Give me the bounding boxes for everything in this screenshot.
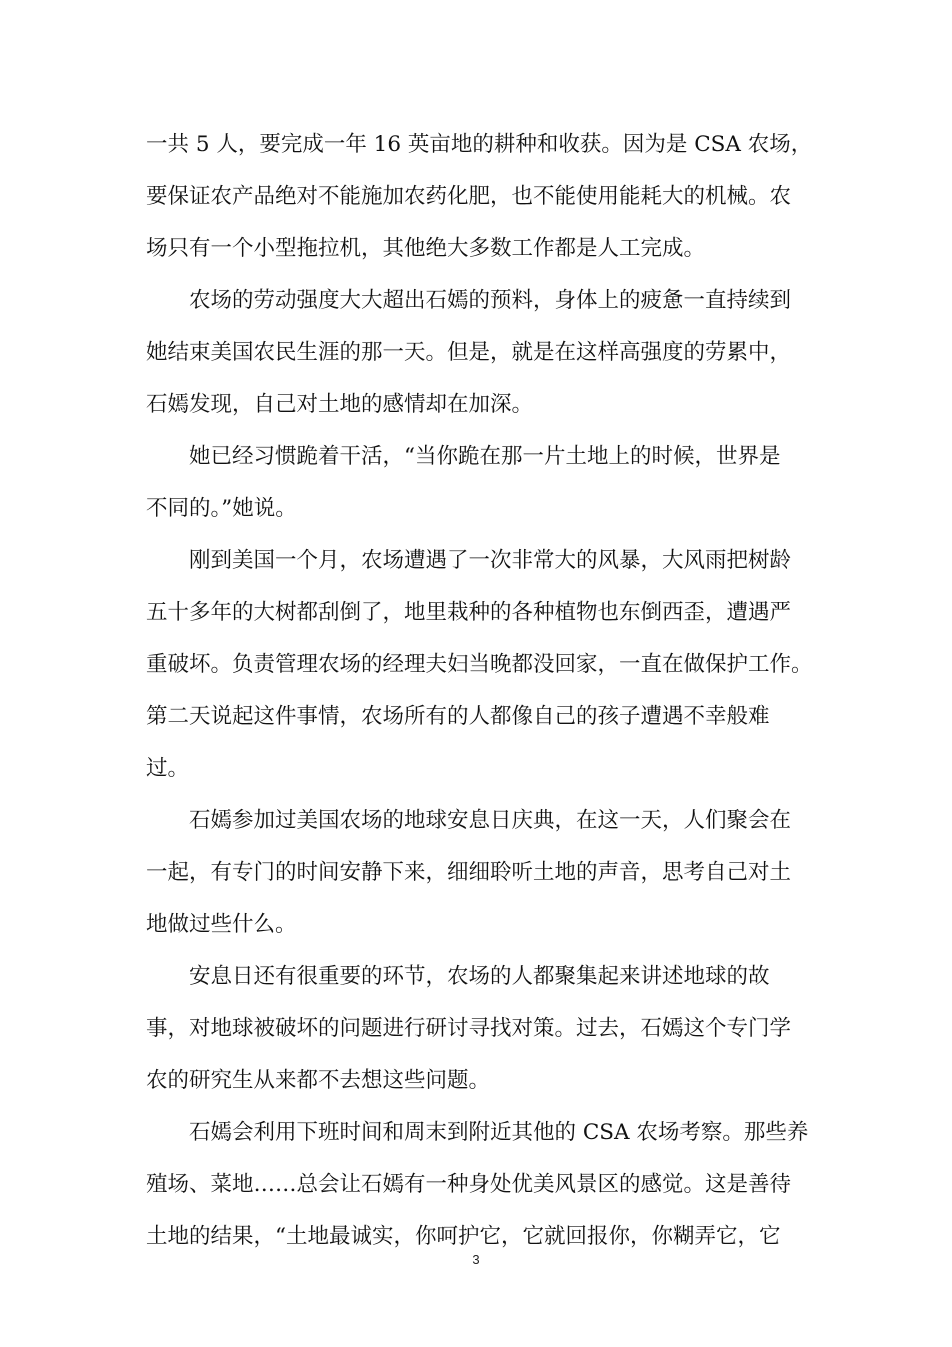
text-line: 石嫣参加过美国农场的地球安息日庆典，在这一天，人们聚会在 [189,808,792,833]
body-text [146,119,813,1263]
text-line: 农场的劳动强度大大超出石嫣的预料，身体上的疲惫一直持续到 [189,288,792,313]
text-line: 农的研究生从来都不去想这些问题。 [146,1068,491,1093]
text-line: 她结束美国农民生涯的那一天。但是，就是在这样高强度的劳累中， [146,340,792,365]
text-line: 一起，有专门的时间安静下来，细细聆听土地的声音，思考自己对土 [146,860,792,885]
text-line: 第二天说起这件事情，农场所有的人都像自己的孩子遭遇不幸般难 [146,704,770,729]
text-line: 地做过些什么。 [146,912,297,937]
text-line: 石嫣发现，自己对土地的感情却在加深。 [146,392,534,417]
text-line: 她已经习惯跪着干活，“当你跪在那一片土地上的时候，世界是 [189,444,781,469]
text-line: 事，对地球被破坏的问题进行研讨寻找对策。过去，石嫣这个专门学 [146,1016,792,1041]
text-line: 场只有一个小型拖拉机，其他绝大多数工作都是人工完成。 [146,236,706,261]
page-number: 3 [472,1252,480,1267]
text-line: 刚到美国一个月，农场遭遇了一次非常大的风暴，大风雨把树龄 [189,548,792,573]
text-line: 五十多年的大树都刮倒了，地里栽种的各种植物也东倒西歪，遭遇严 [146,600,792,625]
text-line: 石嫣会利用下班时间和周末到附近其他的 CSA 农场考察。那些养 [189,1120,809,1145]
text-line: 不同的。”她说。 [146,496,297,521]
text-line: 过。 [146,756,190,781]
text-line: 要保证农产品绝对不能施加农药化肥，也不能使用能耗大的机械。农 [146,184,792,209]
text-line: 安息日还有很重要的环节，农场的人都聚集起来讲述地球的故 [189,964,770,989]
text-line: 土地的结果，“土地最诚实，你呵护它，它就回报你，你糊弄它，它 [146,1224,781,1249]
text-line: 一共 5 人，要完成一年 16 英亩地的耕种和收获。因为是 CSA 农场， [146,132,813,157]
text-line: 重破坏。负责管理农场的经理夫妇当晚都没回家，一直在做保护工作。 [146,652,813,677]
text-line: 殖场、菜地……总会让石嫣有一种身处优美风景区的感觉。这是善待 [146,1172,792,1197]
